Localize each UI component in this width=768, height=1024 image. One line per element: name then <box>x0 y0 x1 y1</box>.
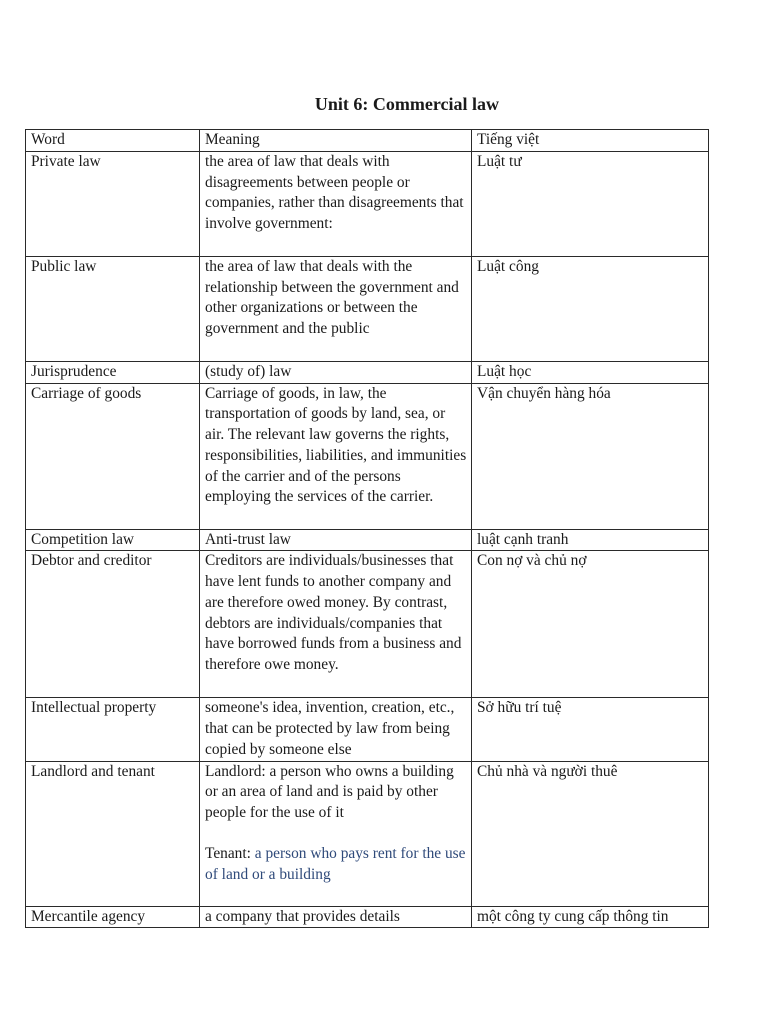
meaning-cell: the area of law that deals with disagreements between people or companies, rather than disagreements that involve government: <box>200 152 472 257</box>
vietnamese-cell: Sở hữu trí tuệ <box>472 698 709 761</box>
table-row <box>26 152 709 257</box>
table-row <box>26 529 709 551</box>
header-meaning: Meaning <box>200 130 472 152</box>
paragraph-gap <box>205 824 468 845</box>
tenant-label: Tenant: <box>205 845 255 863</box>
word-cell: Mercantile agency <box>26 906 200 928</box>
meaning-cell: (study of) law <box>200 362 472 384</box>
header-word: Word <box>26 130 200 152</box>
word-cell: Jurisprudence <box>26 362 200 384</box>
header-vietnamese: Tiếng việt <box>472 130 709 152</box>
meaning-cell: the area of law that deals with the relationship between the government and other organizations or between the government and the public <box>200 257 472 362</box>
table-row <box>26 906 709 928</box>
meaning-cell <box>200 761 472 906</box>
meaning-cell: someone's idea, invention, creation, etc., that can be protected by law from being copied by someone else <box>200 698 472 761</box>
word-cell: Debtor and creditor <box>26 551 200 698</box>
table-header-row <box>26 130 709 152</box>
table-row <box>26 257 709 362</box>
meaning-cell: Creditors are individuals/businesses that have lent funds to another company and are therefore owed money. By contrast, debtors are individuals/companies that have borrowed funds from a business and therefore owe money. <box>200 551 472 698</box>
vietnamese-cell: luật cạnh tranh <box>472 529 709 551</box>
table-row <box>26 761 709 906</box>
vietnamese-cell: Chủ nhà và người thuê <box>472 761 709 906</box>
vietnamese-cell: Vận chuyển hàng hóa <box>472 383 709 529</box>
vietnamese-cell: một công ty cung cấp thông tin <box>472 906 709 928</box>
vietnamese-cell: Luật công <box>472 257 709 362</box>
vietnamese-cell: Luật học <box>472 362 709 384</box>
meaning-cell: a company that provides details <box>200 906 472 928</box>
page-title: Unit 6: Commercial law <box>314 94 500 114</box>
meaning-cell: Anti-trust law <box>200 529 472 551</box>
vocabulary-table <box>25 129 709 928</box>
word-cell: Landlord and tenant <box>26 761 200 906</box>
word-cell: Carriage of goods <box>26 383 200 529</box>
vietnamese-cell: Con nợ và chủ nợ <box>472 551 709 698</box>
tenant-definition: a person who pays rent for the use of land or a building <box>205 845 466 884</box>
word-cell: Private law <box>26 152 200 257</box>
word-cell: Intellectual property <box>26 698 200 761</box>
landlord-definition: Landlord: a person who owns a building or an area of land and is paid by other people for the use of it <box>205 762 454 821</box>
table-row <box>26 551 709 698</box>
table-row <box>26 698 709 761</box>
table-row <box>26 383 709 529</box>
word-cell: Public law <box>26 257 200 362</box>
table-row <box>26 362 709 384</box>
vietnamese-cell: Luật tư <box>472 152 709 257</box>
word-cell: Competition law <box>26 529 200 551</box>
meaning-cell: Carriage of goods, in law, the transportation of goods by land, sea, or air. The relevant law governs the rights, responsibilities, liabilities, and immunities of the carrier and of the persons employing the services of the carrier. <box>200 383 472 529</box>
